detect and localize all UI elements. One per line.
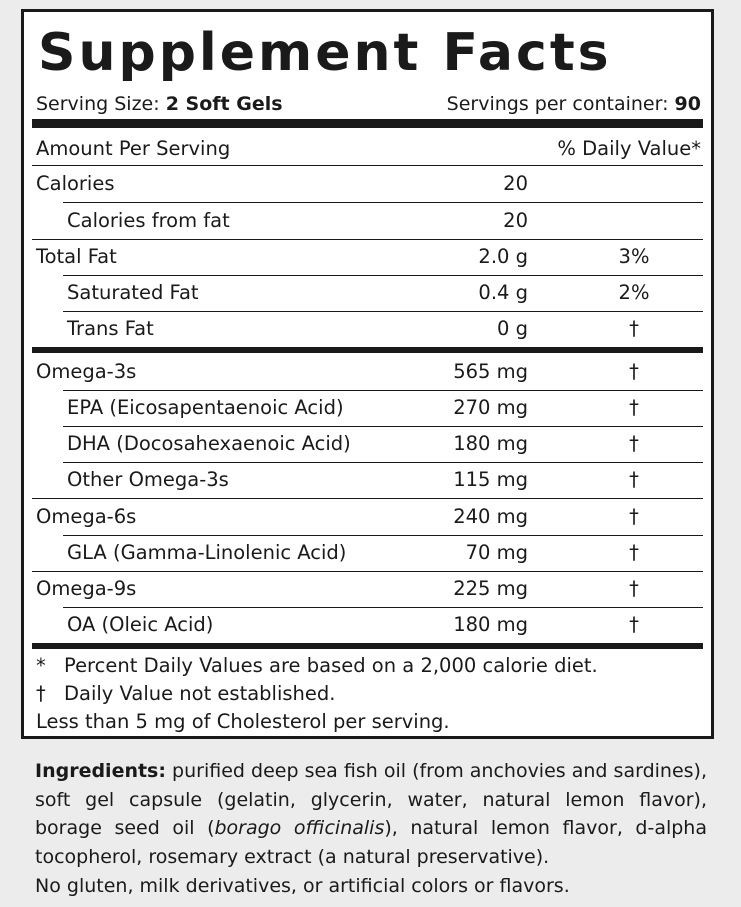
nutrient-name: Trans Fat [67,317,154,340]
nutrient-name: Calories from fat [67,209,230,232]
supplement-facts-panel [21,9,714,739]
ingredients-part-1: purified deep sea fish oil (from anchovies and sardines), soft gel capsule (gelatin, glycerin, water, natural lemon flavor), borage seed oil ( [35,760,707,839]
nutrient-amount: 180 mg [453,613,528,636]
amount-per-serving-label: Amount Per Serving [36,137,231,160]
nutrient-row [24,354,711,390]
nutrient-daily-value: † [629,468,639,491]
nutrient-row [24,390,711,426]
nutrient-row [24,166,711,202]
servings-per-container [447,91,701,117]
ingredients-label: Ingredients: [35,760,166,782]
nutrient-name: Omega-6s [36,505,137,528]
nutrient-row [24,535,711,571]
nutrient-row [24,311,711,347]
nutrient-amount: 180 mg [453,432,528,455]
nutrient-name: GLA (Gamma-Linolenic Acid) [67,541,347,564]
panel-title: Supplement Facts [38,23,612,83]
ingredients-part-2: ), natural lemon flavor, d-alpha tocopherol, rosemary extract (a natural preservative). [35,817,707,868]
servings-per-container-value: 90 [674,93,701,115]
thick-divider [32,119,703,128]
nutrient-name: Saturated Fat [67,281,199,304]
nutrient-daily-value: † [629,541,639,564]
nutrient-row [24,571,711,607]
free-from-statement: No gluten, milk derivatives, or artificial colors or flavors. [35,875,570,897]
nutrient-amount: 270 mg [453,396,528,419]
nutrient-amount: 240 mg [453,505,528,528]
nutrient-daily-value: † [629,613,639,636]
footnote-dagger-text: Daily Value not established. [64,682,336,705]
nutrient-amount: 0 g [497,317,528,340]
serving-size [36,91,283,117]
nutrient-daily-value: † [629,317,639,340]
footnote-percent [36,652,598,679]
nutrient-amount: 115 mg [453,468,528,491]
footnote-percent-text: Percent Daily Values are based on a 2,000 calorie diet. [64,654,598,677]
nutrient-name: Omega-3s [36,360,137,383]
nutrient-name: DHA (Docosahexaenoic Acid) [67,432,351,455]
nutrient-name: Calories [36,172,115,195]
nutrient-row [24,426,711,462]
nutrient-amount: 70 mg [465,541,528,564]
table-header [24,134,711,164]
ingredients-text [35,757,707,871]
nutrient-daily-value: 2% [618,281,650,304]
footnote-dagger [36,680,335,707]
asterisk-symbol: * [36,654,46,677]
nutrient-name: Total Fat [36,245,117,268]
nutrient-amount: 0.4 g [478,281,528,304]
nutrient-daily-value: † [629,396,639,419]
nutrient-row [24,499,711,535]
nutrient-name: OA (Oleic Acid) [67,613,214,636]
nutrient-row [24,607,711,643]
nutrient-name: Other Omega-3s [67,468,229,491]
nutrient-daily-value: † [629,432,639,455]
nutrient-name: Omega-9s [36,577,137,600]
nutrient-daily-value: † [629,577,639,600]
nutrient-row [24,275,711,311]
medium-divider [32,347,703,353]
servings-per-container-label: Servings per container: [446,93,669,115]
nutrient-amount: 20 [503,209,528,232]
nutrient-name: EPA (Eicosapentaenoic Acid) [67,396,344,419]
nutrient-daily-value: † [629,360,639,383]
medium-divider [32,643,703,649]
nutrient-daily-value: 3% [618,245,650,268]
serving-size-label: Serving Size: [36,93,160,115]
nutrient-daily-value: † [629,505,639,528]
nutrient-row [24,203,711,239]
ingredients-italic: borago officinalis [214,817,385,839]
nutrient-amount: 2.0 g [478,245,528,268]
serving-size-value: 2 Soft Gels [165,93,283,115]
nutrient-amount: 565 mg [453,360,528,383]
serving-info [36,91,701,117]
nutrient-row [24,462,711,498]
nutrient-amount: 20 [503,172,528,195]
daily-value-label: % Daily Value* [557,137,701,160]
dagger-symbol: † [36,682,46,705]
nutrient-amount: 225 mg [453,577,528,600]
cholesterol-note: Less than 5 mg of Cholesterol per serving. [36,710,450,733]
nutrient-row [24,239,711,275]
